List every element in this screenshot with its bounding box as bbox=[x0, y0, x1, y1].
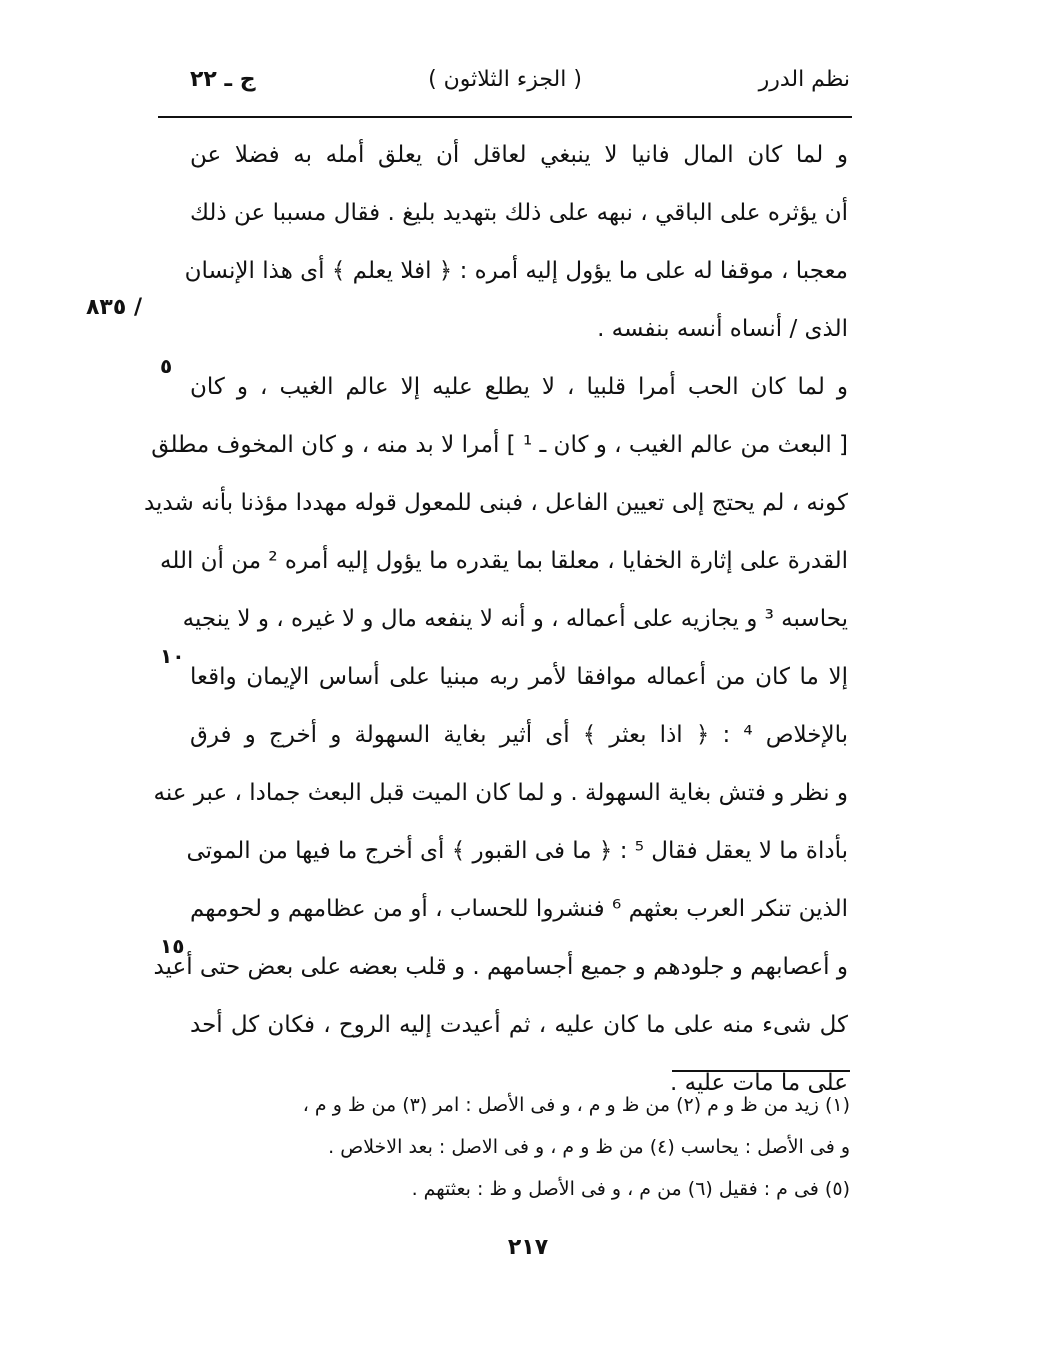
running-header bbox=[160, 60, 850, 100]
text-line: و لما كان المال فانيا لا ينبغي لعاقل أن يعلق أمله به فضلا عن bbox=[190, 142, 848, 168]
line-number-10: ١٠ bbox=[160, 644, 185, 668]
text-line: معجبا ، موقفا له على ما يؤول إليه أمره : ﴿ افلا يعلم ﴾ أى هذا الإنسان bbox=[184, 258, 848, 284]
text-line: الذين تنكر العرب بعثهم ⁶ فنشروا للحساب ، أو من عظامهم و لحومهم bbox=[190, 896, 848, 922]
footnote-rule bbox=[672, 1070, 850, 1072]
text-line: على ما مات عليه . bbox=[670, 1070, 848, 1096]
footnote-line: (٥) فى م : فقيل (٦) من م ، و فى الأصل و ظ : بعثتهم . bbox=[411, 1178, 850, 1200]
line-number-15: ١٥ bbox=[160, 934, 185, 958]
line-number-5: ٥ bbox=[160, 354, 173, 378]
text-line: يحاسبه ³ و يجازيه على أعماله ، و أنه لا ينفعه مال و لا غيره ، و لا ينجيه bbox=[182, 606, 848, 632]
text-line: و نظر و فتش بغاية السهولة . و لما كان الميت قبل البعث جمادا ، عبر عنه bbox=[153, 780, 848, 806]
footnote-line: (١) زيد من ظ و م (٢) من ظ و م ، و فى الأصل : امر (٣) من ظ و م ، bbox=[302, 1094, 850, 1116]
book-title: نظم الدرر bbox=[758, 67, 850, 92]
text-line: بالإخلاص ⁴ : ﴿ اذا بعثر ﴾ أى أثير بغاية السهولة و أخرج و فرق bbox=[190, 722, 848, 748]
text-line: إلا ما كان من أعماله موافقا لأمر ربه مبنيا على أساس الإيمان واقعا bbox=[190, 664, 848, 690]
volume-label: ج ـ ٢٢ bbox=[190, 67, 256, 92]
footnote-line: و فى الأصل : يحاسب (٤) من ظ و م ، و فى الاصل : بعد الاخلاص . bbox=[328, 1136, 850, 1158]
text-line: كونه ، لم يحتج إلى تعيين الفاعل ، فبنى للمعول قوله مهددا مؤذنا بأنه شديد bbox=[143, 490, 848, 516]
page-number: ٢١٧ bbox=[507, 1235, 549, 1260]
footnotes bbox=[196, 1084, 850, 1210]
text-line: [ البعث من عالم الغيب ، و كان ـ ¹ ] أمرا لا بد منه ، و كان المخوف مطلق bbox=[151, 432, 848, 458]
text-line: أن يؤثره على الباقي ، نبهه على ذلك بتهديد بليغ . فقال مسببا عن ذلك bbox=[190, 200, 848, 226]
text-line: و أعصابهم و جلودهم و جميع أجسامهم . و قلب بعضه على بعض حتى أعيد bbox=[153, 954, 848, 980]
text-line: كل شىء منه على ما كان عليه ، ثم أعيدت إليه الروح ، فكان كل أحد bbox=[190, 1012, 848, 1038]
part-title: ( الجزء الثلاثون ) bbox=[428, 67, 582, 92]
header-rule bbox=[158, 116, 852, 118]
text-line: الذى / أنساه أنسه بنفسه . bbox=[597, 316, 848, 342]
margin-page-reference: ٨٣٥ / bbox=[86, 295, 142, 320]
text-line: بأداة ما لا يعقل فقال ⁵ : ﴿ ما فى القبور ﴾ أى أخرج ما فيها من الموتى bbox=[186, 838, 848, 864]
text-line: و لما كان الحب أمرا قلبيا ، لا يطلع عليه إلا عالم الغيب ، و كان bbox=[190, 374, 848, 400]
text-line: القدرة على إثارة الخفايا ، معلقا بما يقدره ما يؤول إليه أمره ² من أن الله bbox=[160, 548, 848, 574]
